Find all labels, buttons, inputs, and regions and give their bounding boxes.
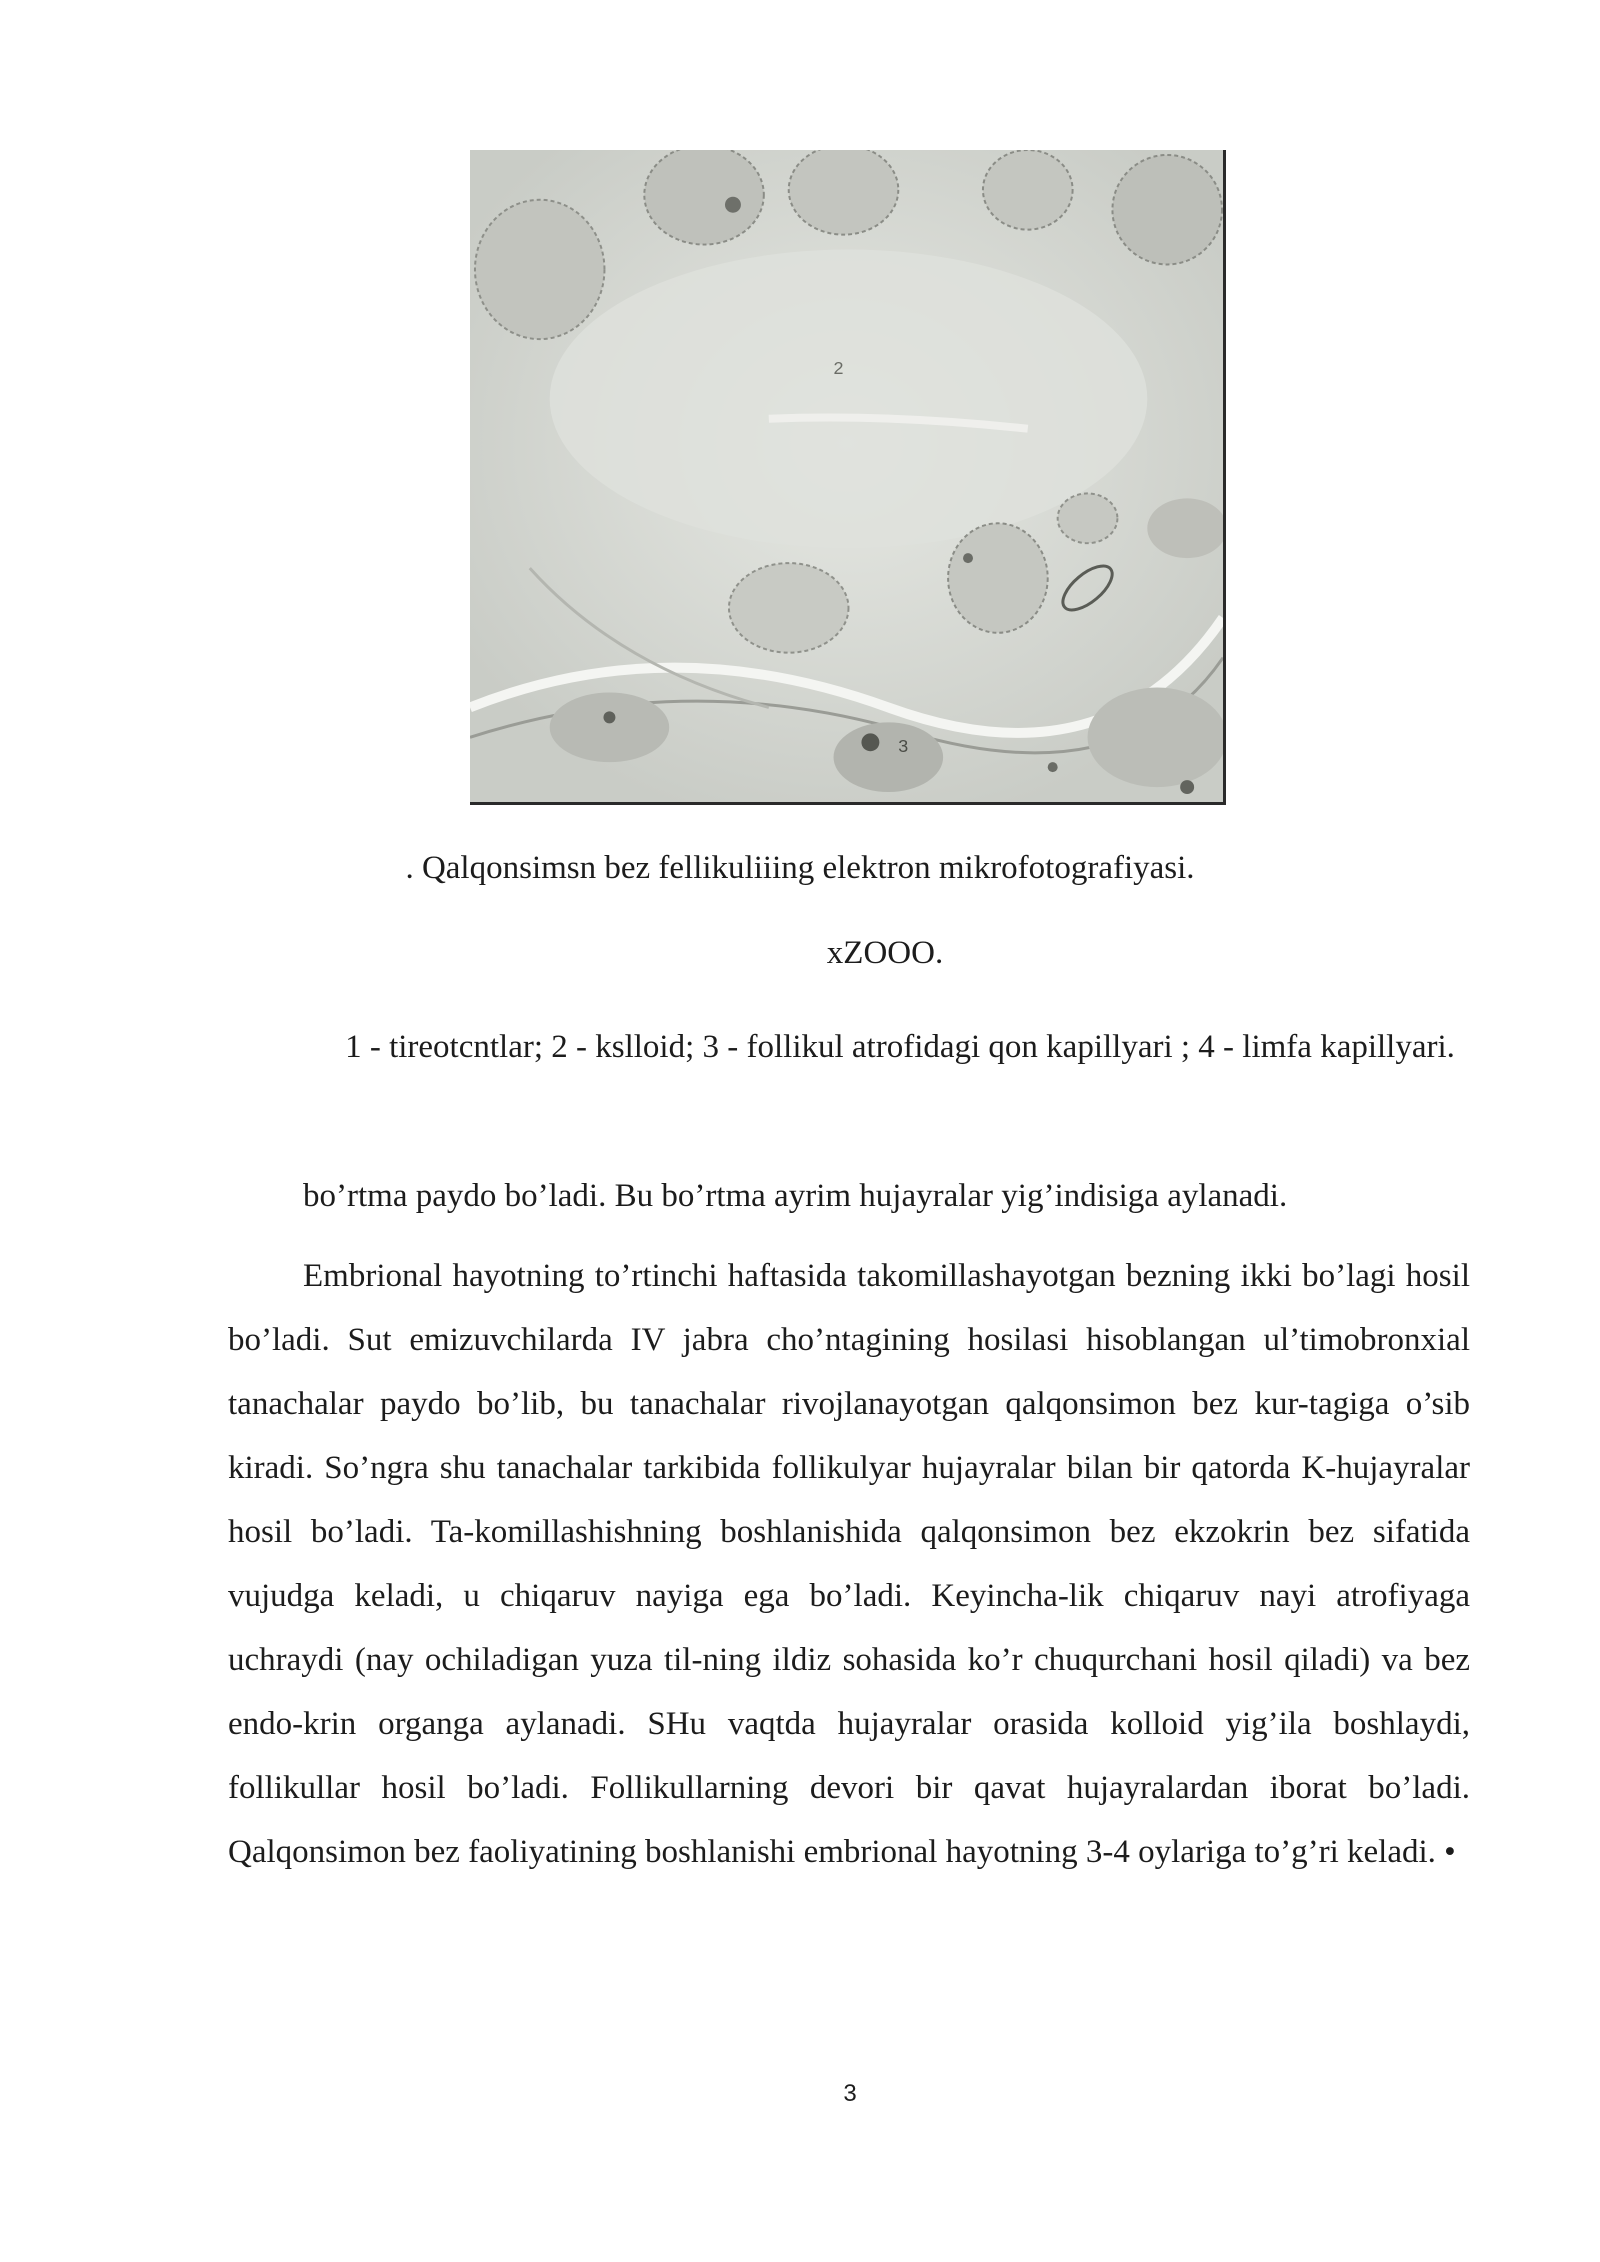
paragraph-1: bo’rtma paydo bo’ladi. Bu bo’rtma ayrim hujayralar yig’indisiga aylanadi. — [303, 1178, 1288, 1214]
figure-caption-title: . Qalqonsimsn bez fellikuliiing elektron mikrofotografiyasi. — [405, 850, 1195, 886]
page-number: 3 — [843, 2080, 857, 2107]
label-3: 3 — [898, 736, 909, 757]
label-2: 2 — [833, 357, 844, 378]
figure-magnification: xZOOO. — [826, 935, 944, 971]
figure-legend: 1 - tireotcntlar; 2 - kslloid; 3 - follikul atrofidagi qon kapillyari ; 4 - limfa kapillyari. — [345, 1029, 1455, 1065]
electron-micrograph — [470, 150, 1226, 805]
paragraph-2: Embrional hayotning to’rtinchi haftasida takomillashayotgan bezning ikki bo’lagi hosil bo’ladi. Sut emizuvchilarda IV jabra cho’ntagining hosilasi hisoblangan ul’timobronxial tanachalar paydo bo’lib, bu tanachalar rivojlanayotgan qalqonsimon bez kur-tagiga o’sib kiradi. So’ngra shu tanachalar tarkibida follikulyar hujayralar bilan bir qatorda K-hujayralar hosil bo’ladi. Ta-komillashishning boshlanishida qalqonsimon bez ekzokrin bez sifatida vujudga keladi, u chiqaruv nayiga ega bo’ladi. Keyincha-lik chiqaruv nayi atrofiyaga uchraydi (nay ochiladigan yuza til-ning ildiz sohasida ko’r chuqurchani hosil qiladi) va bez endo-krin organga aylanadi. SHu vaqtda hujayralar orasida kolloid yig’ila boshlaydi, follikullar hosil bo’ladi. Follikullarning devori bir qavat hujayralardan iborat bo’ladi. Qalqonsimon bez faoliyatining boshlanishi embrional hayotning 3-4 oylariga to’g’ri keladi. • — [228, 1258, 1470, 1870]
micrograph-image — [470, 150, 1223, 802]
